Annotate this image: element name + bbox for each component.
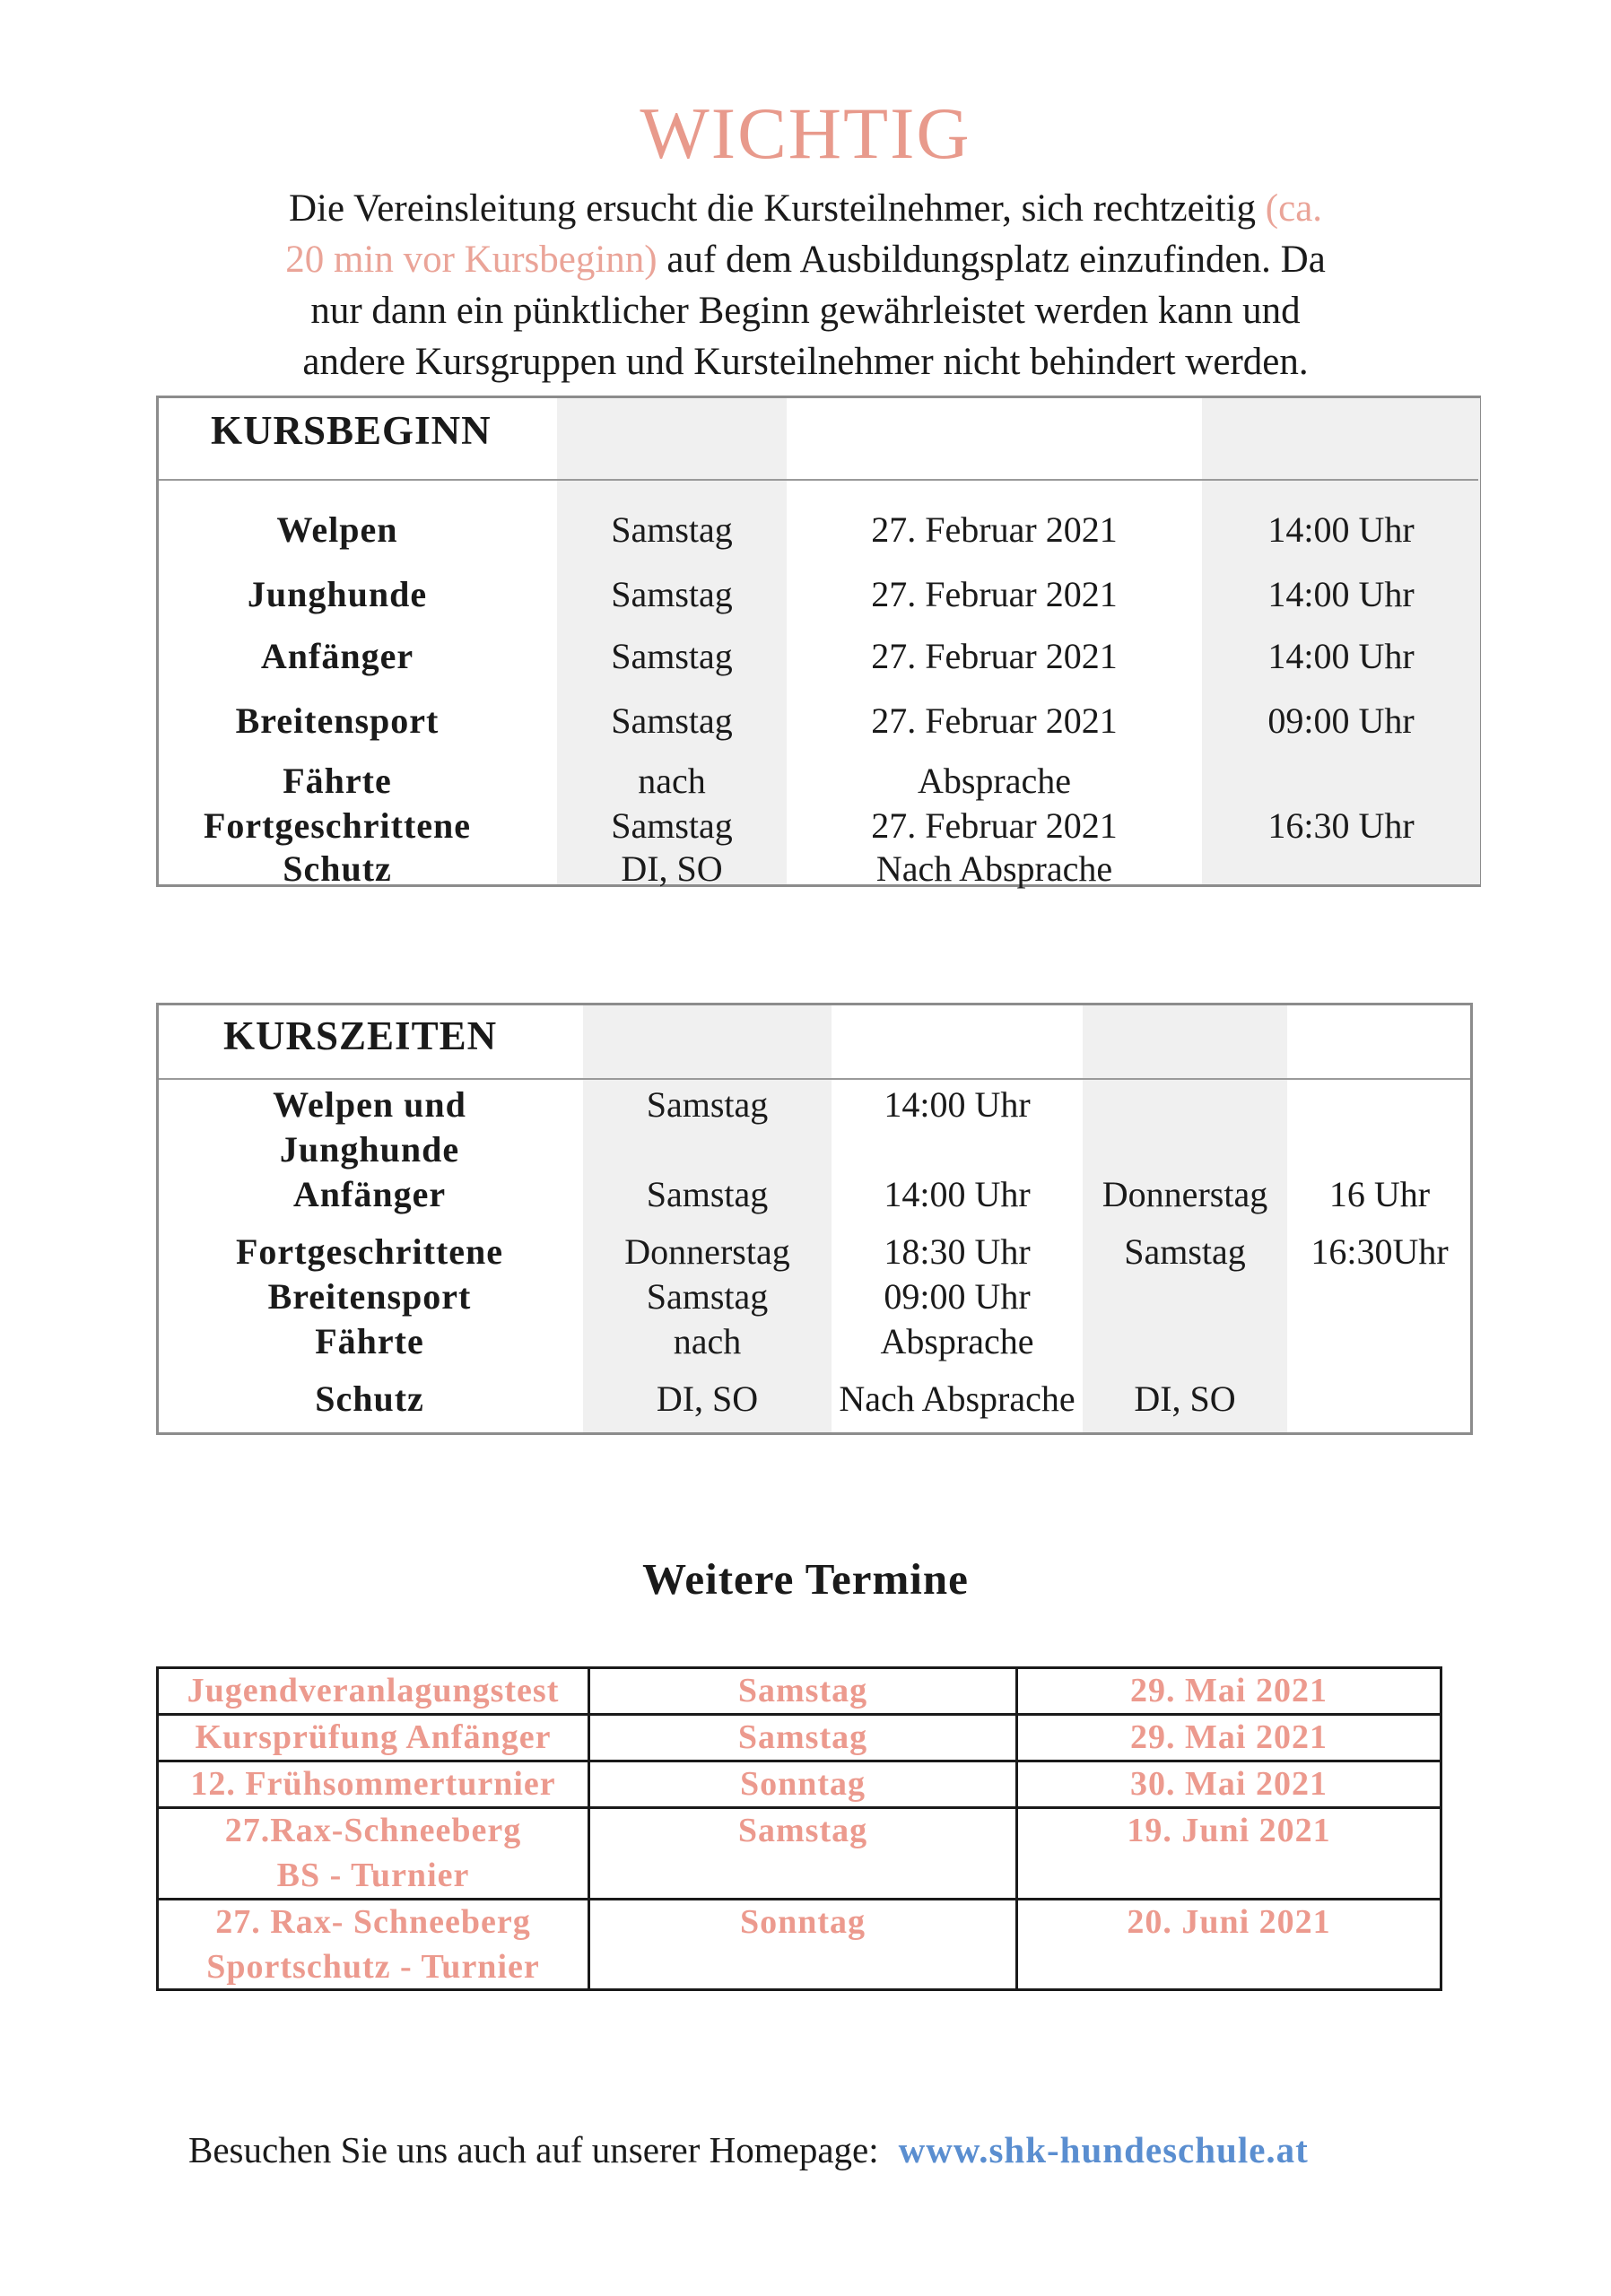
intro-line-3: nur dann ein pünktlicher Beginn gewährleistet werden kann und [310, 290, 1301, 332]
kurszeiten-label: Welpen und [273, 1084, 466, 1125]
kursbeginn-date: 27. Februar 2021 [871, 574, 1118, 614]
kursbeginn-label: Fährte [283, 761, 392, 801]
kurszeiten-label: Junghunde [279, 1129, 460, 1170]
kursbeginn-time: 16:30 Uhr [1267, 805, 1415, 846]
kursbeginn-table [156, 396, 1481, 887]
kurszeiten-label: Breitensport [267, 1276, 472, 1317]
kursbeginn-date: 27. Februar 2021 [871, 700, 1118, 741]
kursbeginn-day: DI, SO [621, 848, 723, 889]
kurszeiten-time: 18:30 Uhr [884, 1231, 1031, 1272]
intro-line-2 [179, 234, 1432, 285]
kursbeginn-day: Samstag [611, 636, 733, 676]
event-date: 29. Mai 2021 [1130, 1718, 1328, 1756]
footer [188, 2128, 1309, 2171]
event-date: 30. Mai 2021 [1130, 1765, 1328, 1803]
kurszeiten-label: Fährte [315, 1321, 424, 1361]
kurszeiten-day: Samstag [646, 1174, 769, 1214]
kursbeginn-label: Welpen [276, 509, 398, 550]
event-day: Samstag [737, 1718, 868, 1756]
header-divider [159, 1078, 1470, 1080]
kursbeginn-heading: KURSBEGINN [211, 408, 492, 453]
kurszeiten-day: Samstag [646, 1084, 769, 1125]
shaded-column [583, 1005, 832, 1432]
event-name-line2: Sportschutz - Turnier [206, 1948, 540, 1986]
kursbeginn-day: Samstag [611, 574, 733, 614]
kursbeginn-day: nach [638, 761, 706, 801]
homepage-link[interactable]: www.shk-hundeschule.at [898, 2129, 1309, 2170]
kurszeiten-time: 14:00 Uhr [884, 1174, 1031, 1214]
intro-line-1 [179, 183, 1432, 234]
kursbeginn-day: Samstag [611, 700, 733, 741]
kursbeginn-date: Absprache [917, 761, 1072, 801]
event-day: Samstag [737, 1812, 868, 1849]
kursbeginn-date: 27. Februar 2021 [871, 805, 1118, 846]
header-divider [159, 479, 1478, 481]
kurszeiten-table [156, 1003, 1473, 1435]
kurszeiten-day: Donnerstag [624, 1231, 790, 1272]
kurszeiten-time: 14:00 Uhr [884, 1084, 1031, 1125]
kurszeiten-day2: Samstag [1124, 1231, 1246, 1272]
event-name: Kursprüfung Anfänger [195, 1718, 552, 1756]
kurszeiten-day2: DI, SO [1134, 1378, 1236, 1419]
kursbeginn-time: 14:00 Uhr [1267, 509, 1415, 550]
column-divider [1440, 1666, 1442, 1991]
kursbeginn-date: 27. Februar 2021 [871, 636, 1118, 676]
kurszeiten-time: Absprache [880, 1321, 1034, 1361]
kursbeginn-label: Breitensport [235, 700, 440, 741]
event-date: 19. Juni 2021 [1127, 1812, 1331, 1849]
event-day: Sonntag [739, 1765, 866, 1803]
weitere-termine-heading: Weitere Termine [642, 1554, 969, 1604]
kurszeiten-day: DI, SO [656, 1378, 759, 1419]
footer-text: Besuchen Sie uns auch auf unserer Homepage: [188, 2129, 879, 2170]
event-name: 27.Rax-Schneeberg [224, 1812, 522, 1849]
event-date: 29. Mai 2021 [1130, 1672, 1328, 1709]
intro-highlight: (ca. [1265, 187, 1323, 230]
kursbeginn-label: Schutz [283, 848, 392, 889]
kurszeiten-time2: 16 Uhr [1328, 1174, 1431, 1214]
kurszeiten-heading: KURSZEITEN [223, 1013, 498, 1058]
intro-text: auf dem Ausbildungsplatz einzufinden. Da [657, 239, 1326, 281]
page-title: WICHTIG [640, 92, 971, 174]
kurszeiten-day2: Donnerstag [1102, 1174, 1268, 1214]
kurszeiten-day: Samstag [646, 1276, 769, 1317]
event-name: 27. Rax- Schneeberg [215, 1903, 531, 1941]
kursbeginn-label: Fortgeschrittene [203, 805, 472, 846]
kursbeginn-day: Samstag [611, 509, 733, 550]
kurszeiten-label: Schutz [315, 1378, 424, 1419]
event-day: Sonntag [739, 1903, 866, 1941]
event-name: Jugendveranlagungstest [187, 1672, 560, 1709]
kurszeiten-time: Nach Absprache [839, 1378, 1075, 1419]
kursbeginn-time: 14:00 Uhr [1267, 574, 1415, 614]
weitere-termine-table [156, 1666, 1442, 1991]
kursbeginn-date: Nach Absprache [875, 848, 1113, 889]
intro-line-4: andere Kursgruppen und Kursteilnehmer nicht behindert werden. [302, 341, 1309, 383]
kursbeginn-day: Samstag [611, 805, 733, 846]
kurszeiten-time2: 16:30Uhr [1311, 1231, 1449, 1272]
event-name: 12. Frühsommerturnier [190, 1765, 556, 1803]
kursbeginn-time: 09:00 Uhr [1267, 700, 1415, 741]
event-date: 20. Juni 2021 [1127, 1903, 1331, 1941]
kursbeginn-label: Anfänger [260, 636, 414, 676]
kurszeiten-label: Fortgeschrittene [235, 1231, 504, 1272]
event-name-line2: BS - Turnier [276, 1857, 470, 1894]
shaded-column [1083, 1005, 1287, 1432]
kursbeginn-time: 14:00 Uhr [1267, 636, 1415, 676]
kurszeiten-day: nach [673, 1321, 742, 1361]
kurszeiten-label: Anfänger [292, 1174, 447, 1214]
intro-paragraph [179, 183, 1432, 387]
event-day: Samstag [737, 1672, 868, 1709]
intro-text: Die Vereinsleitung ersucht die Kursteilnehmer, sich rechtzeitig [288, 187, 1266, 230]
kurszeiten-time: 09:00 Uhr [884, 1276, 1031, 1317]
kursbeginn-date: 27. Februar 2021 [871, 509, 1118, 550]
kursbeginn-label: Junghunde [247, 574, 428, 614]
intro-highlight: 20 min vor Kursbeginn) [285, 239, 657, 281]
